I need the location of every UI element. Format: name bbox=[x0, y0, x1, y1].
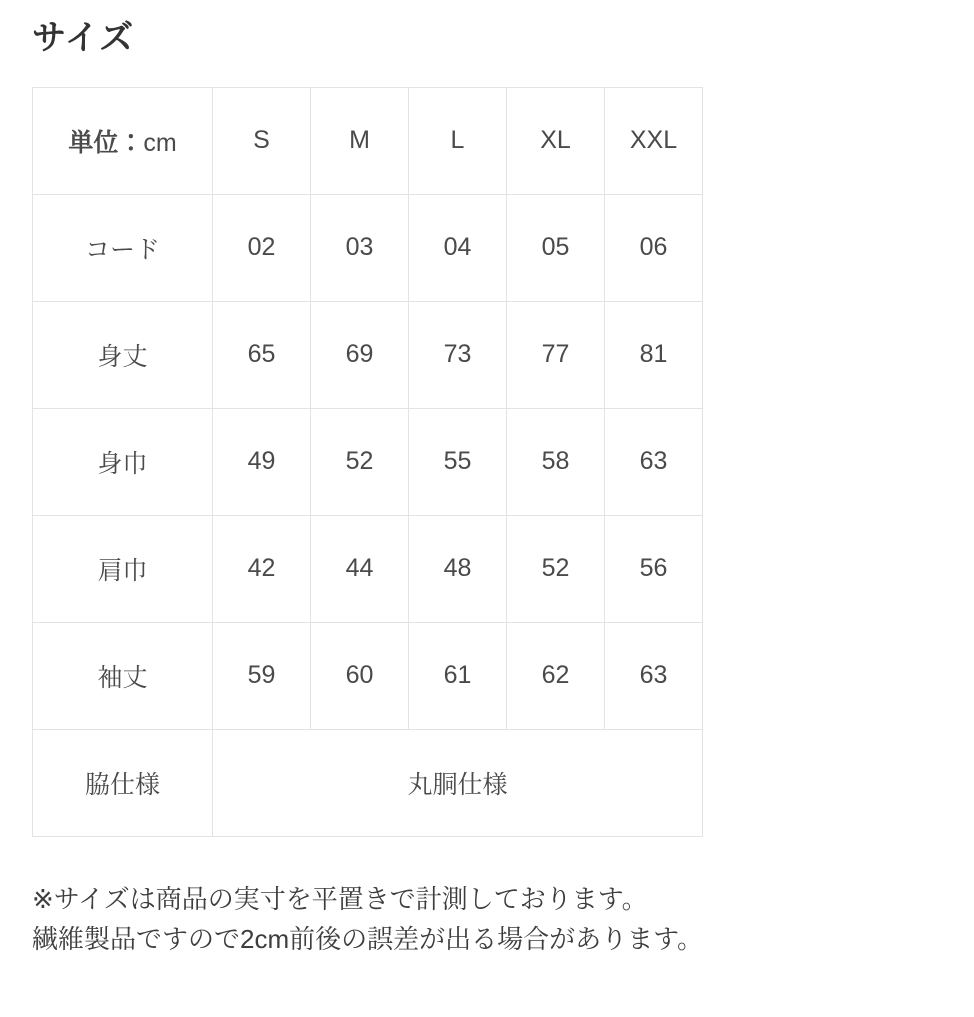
size-table-body bbox=[33, 194, 703, 836]
page-title: サイズ bbox=[32, 19, 135, 57]
unit-label-strong: 単位： bbox=[68, 128, 144, 157]
cell-body-length-s: 65 bbox=[213, 301, 311, 408]
table-row bbox=[33, 301, 703, 408]
cell-shoulder-width-m: 44 bbox=[311, 515, 409, 622]
cell-sleeve-length-xl: 62 bbox=[507, 622, 605, 729]
size-table bbox=[32, 87, 703, 837]
size-notes bbox=[32, 879, 944, 960]
size-note-line-1: ※サイズは商品の実寸を平置きで計測しております。 bbox=[32, 883, 648, 914]
cell-body-length-xl: 77 bbox=[507, 301, 605, 408]
row-label-body-width: 身巾 bbox=[33, 408, 213, 515]
cell-body-length-xxl: 81 bbox=[605, 301, 703, 408]
row-label-sleeve-length: 袖丈 bbox=[33, 622, 213, 729]
column-header-l: L bbox=[409, 87, 507, 194]
cell-body-length-l: 73 bbox=[409, 301, 507, 408]
cell-sleeve-length-xxl: 63 bbox=[605, 622, 703, 729]
cell-body-width-xl: 58 bbox=[507, 408, 605, 515]
size-table-head bbox=[33, 87, 703, 194]
cell-shoulder-width-s: 42 bbox=[213, 515, 311, 622]
cell-shoulder-width-xl: 52 bbox=[507, 515, 605, 622]
column-header-xl: XL bbox=[507, 87, 605, 194]
cell-body-width-xxl: 63 bbox=[605, 408, 703, 515]
size-note-line-2: 繊維製品ですので2cm前後の誤差が出る場合があります。 bbox=[32, 924, 704, 955]
row-label-shoulder-width: 肩巾 bbox=[33, 515, 213, 622]
cell-sleeve-length-l: 61 bbox=[409, 622, 507, 729]
column-header-xxl: XXL bbox=[605, 87, 703, 194]
cell-side-spec-value: 丸胴仕様 bbox=[213, 729, 703, 836]
cell-body-length-m: 69 bbox=[311, 301, 409, 408]
cell-shoulder-width-xxl: 56 bbox=[605, 515, 703, 622]
table-row bbox=[33, 515, 703, 622]
table-row bbox=[33, 408, 703, 515]
column-header-s: S bbox=[213, 87, 311, 194]
cell-code-s: 02 bbox=[213, 194, 311, 301]
cell-shoulder-width-l: 48 bbox=[409, 515, 507, 622]
unit-header-cell bbox=[33, 87, 213, 194]
table-header-row bbox=[33, 87, 703, 194]
column-header-m: M bbox=[311, 87, 409, 194]
table-row bbox=[33, 729, 703, 836]
cell-sleeve-length-s: 59 bbox=[213, 622, 311, 729]
cell-code-l: 04 bbox=[409, 194, 507, 301]
cell-body-width-s: 49 bbox=[213, 408, 311, 515]
table-row bbox=[33, 622, 703, 729]
cell-code-xl: 05 bbox=[507, 194, 605, 301]
row-label-side-spec: 脇仕様 bbox=[33, 729, 213, 836]
cell-code-xxl: 06 bbox=[605, 194, 703, 301]
cell-body-width-m: 52 bbox=[311, 408, 409, 515]
cell-code-m: 03 bbox=[311, 194, 409, 301]
row-label-body-length: 身丈 bbox=[33, 301, 213, 408]
row-label-code: コード bbox=[33, 194, 213, 301]
cell-body-width-l: 55 bbox=[409, 408, 507, 515]
table-row bbox=[33, 194, 703, 301]
unit-label-cm: cm bbox=[143, 128, 177, 157]
cell-sleeve-length-m: 60 bbox=[311, 622, 409, 729]
